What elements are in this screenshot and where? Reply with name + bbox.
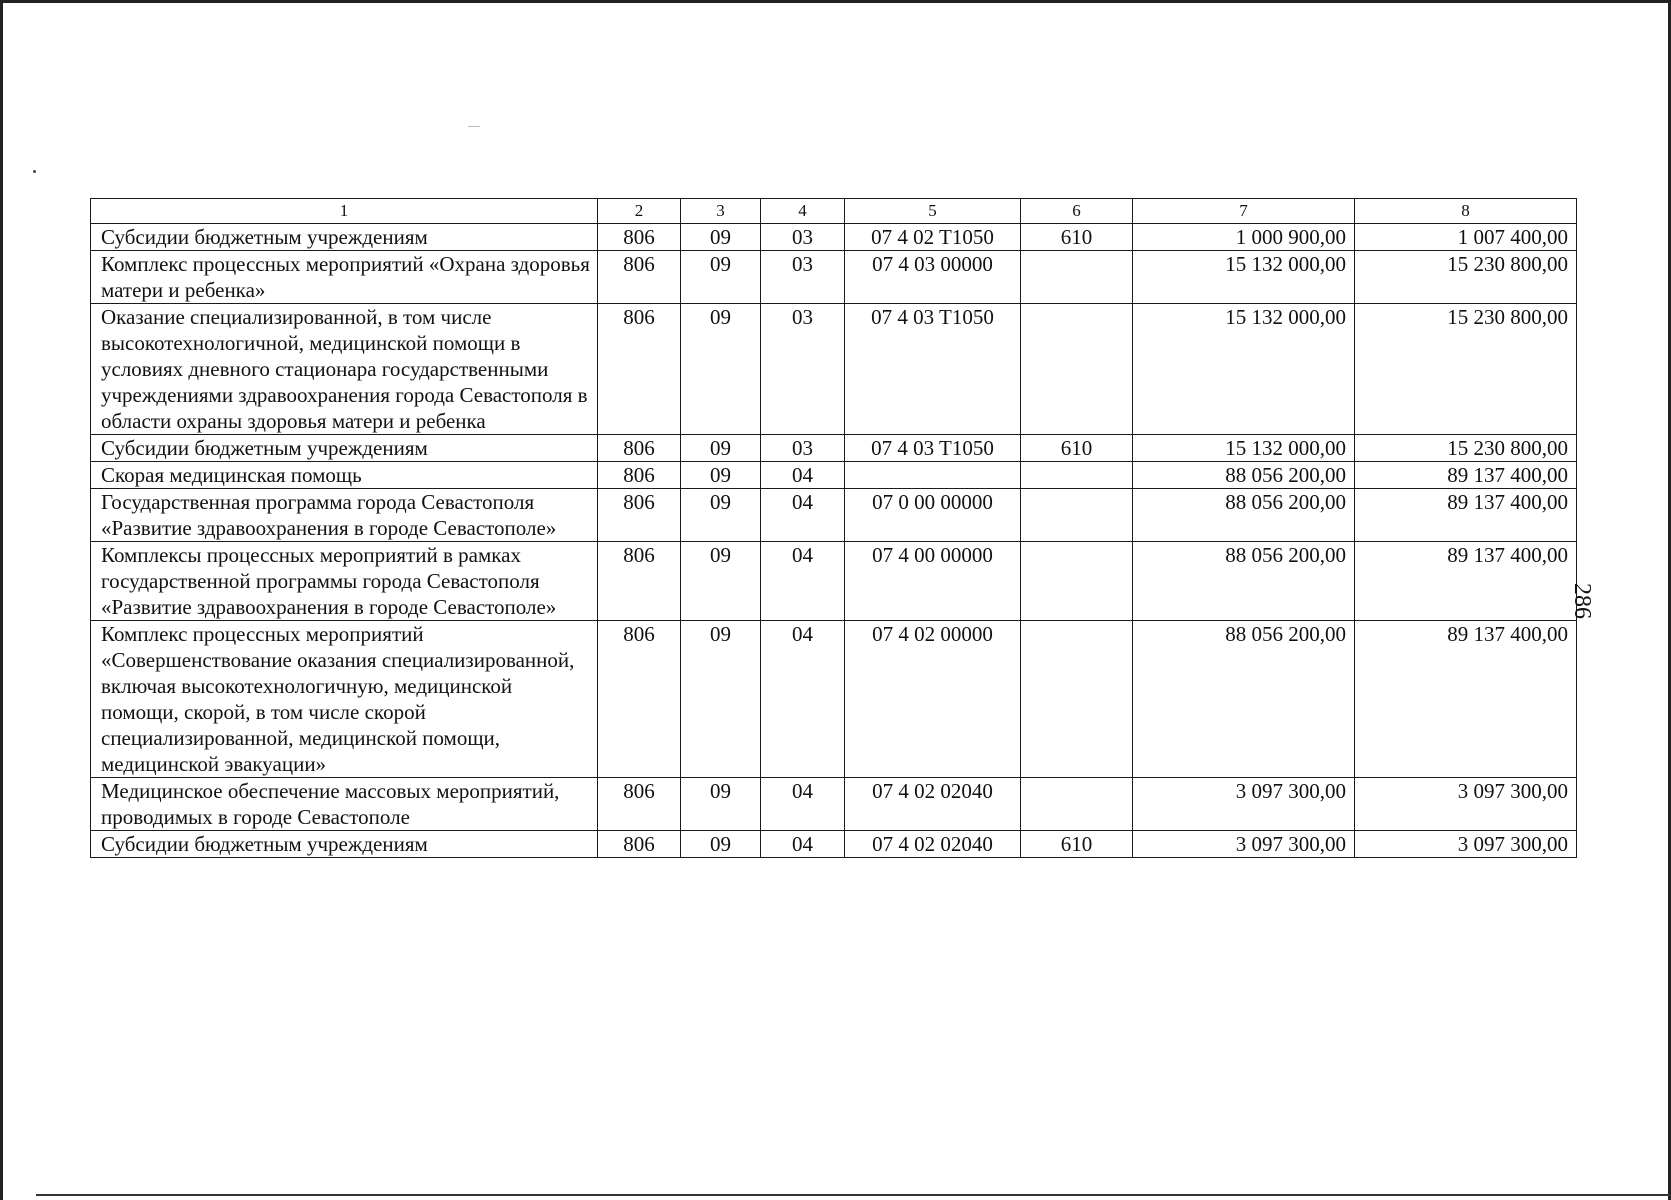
row-name: Субсидии бюджетным учреждениям [91, 224, 598, 251]
cell-amount-col7: 1 000 900,00 [1133, 224, 1355, 251]
row-name: Государственная программа города Севастополя «Развитие здравоохранения в городе Севастополе» [91, 489, 598, 542]
cell-section-code: 09 [681, 778, 761, 831]
cell-ministry-code: 806 [598, 435, 681, 462]
column-number-4: 4 [761, 199, 845, 224]
cell-target-article: 07 4 02 T1050 [845, 224, 1021, 251]
column-number-1: 1 [91, 199, 598, 224]
cell-expense-type [1021, 542, 1133, 621]
cell-amount-col7: 3 097 300,00 [1133, 778, 1355, 831]
column-number-2: 2 [598, 199, 681, 224]
row-name: Комплекс процессных мероприятий «Совершенствование оказания специализированной, включая высокотехнологичную, медицинской помощи, скорой, в том числе скорой специализированной, медицинской помощи, медицинской эвакуации» [91, 621, 598, 778]
row-name: Комплексы процессных мероприятий в рамках государственной программы города Севастополя «Развитие здравоохранения в городе Севастополе» [91, 542, 598, 621]
cell-ministry-code: 806 [598, 831, 681, 858]
cell-target-article: 07 4 03 00000 [845, 251, 1021, 304]
cell-amount-col7: 88 056 200,00 [1133, 542, 1355, 621]
table-row [91, 831, 1577, 858]
cell-amount-col8: 89 137 400,00 [1355, 621, 1577, 778]
table-row [91, 251, 1577, 304]
cell-amount-col8: 3 097 300,00 [1355, 778, 1577, 831]
cell-amount-col8: 15 230 800,00 [1355, 304, 1577, 435]
cell-target-article: 07 4 02 02040 [845, 831, 1021, 858]
cell-target-article: 07 4 03 T1050 [845, 435, 1021, 462]
cell-target-article [845, 462, 1021, 489]
row-name: Скорая медицинская помощь [91, 462, 598, 489]
cell-section-code: 09 [681, 251, 761, 304]
table-row [91, 778, 1577, 831]
cell-amount-col7: 3 097 300,00 [1133, 831, 1355, 858]
budget-table [90, 198, 1577, 858]
cell-amount-col8: 3 097 300,00 [1355, 831, 1577, 858]
cell-section-code: 09 [681, 831, 761, 858]
table-row [91, 435, 1577, 462]
cell-subsection-code: 04 [761, 542, 845, 621]
table-row [91, 462, 1577, 489]
cell-amount-col7: 15 132 000,00 [1133, 435, 1355, 462]
cell-ministry-code: 806 [598, 251, 681, 304]
row-name: Медицинское обеспечение массовых мероприятий, проводимых в городе Севастополе [91, 778, 598, 831]
scan-speck [468, 126, 480, 127]
cell-amount-col8: 89 137 400,00 [1355, 542, 1577, 621]
column-number-6: 6 [1021, 199, 1133, 224]
row-name: Субсидии бюджетным учреждениям [91, 831, 598, 858]
table-row [91, 621, 1577, 778]
cell-amount-col8: 89 137 400,00 [1355, 489, 1577, 542]
cell-expense-type [1021, 778, 1133, 831]
cell-amount-col7: 15 132 000,00 [1133, 304, 1355, 435]
cell-amount-col8: 89 137 400,00 [1355, 462, 1577, 489]
table-row [91, 224, 1577, 251]
table-row [91, 304, 1577, 435]
cell-target-article: 07 0 00 00000 [845, 489, 1021, 542]
cell-section-code: 09 [681, 542, 761, 621]
cell-amount-col7: 88 056 200,00 [1133, 621, 1355, 778]
cell-amount-col8: 15 230 800,00 [1355, 251, 1577, 304]
scan-speck [33, 170, 36, 173]
cell-section-code: 09 [681, 435, 761, 462]
cell-target-article: 07 4 00 00000 [845, 542, 1021, 621]
cell-subsection-code: 03 [761, 251, 845, 304]
cell-expense-type: 610 [1021, 224, 1133, 251]
cell-expense-type [1021, 621, 1133, 778]
cell-subsection-code: 04 [761, 462, 845, 489]
row-name: Комплекс процессных мероприятий «Охрана здоровья матери и ребенка» [91, 251, 598, 304]
cell-subsection-code: 04 [761, 831, 845, 858]
cell-section-code: 09 [681, 462, 761, 489]
page-number: 286 [1569, 583, 1595, 619]
cell-ministry-code: 806 [598, 489, 681, 542]
row-name: Оказание специализированной, в том числе высокотехнологичной, медицинской помощи в условиях дневного стационара государственными учреждениями здравоохранения города Севастополя в области охраны здоровья матери и ребенка [91, 304, 598, 435]
cell-target-article: 07 4 03 T1050 [845, 304, 1021, 435]
cell-subsection-code: 03 [761, 224, 845, 251]
cell-subsection-code: 04 [761, 778, 845, 831]
cell-expense-type: 610 [1021, 831, 1133, 858]
cell-ministry-code: 806 [598, 462, 681, 489]
cell-section-code: 09 [681, 489, 761, 542]
cell-subsection-code: 03 [761, 435, 845, 462]
cell-expense-type [1021, 251, 1133, 304]
cell-ministry-code: 806 [598, 542, 681, 621]
cell-target-article: 07 4 02 02040 [845, 778, 1021, 831]
cell-amount-col8: 15 230 800,00 [1355, 435, 1577, 462]
cell-amount-col7: 88 056 200,00 [1133, 462, 1355, 489]
scan-edge-bottom [36, 1194, 1671, 1196]
cell-subsection-code: 04 [761, 489, 845, 542]
table-header-row [91, 199, 1577, 224]
row-name: Субсидии бюджетным учреждениям [91, 435, 598, 462]
cell-ministry-code: 806 [598, 224, 681, 251]
column-number-5: 5 [845, 199, 1021, 224]
cell-expense-type [1021, 462, 1133, 489]
cell-subsection-code: 03 [761, 304, 845, 435]
column-number-8: 8 [1355, 199, 1577, 224]
table-row [91, 542, 1577, 621]
cell-expense-type [1021, 489, 1133, 542]
cell-expense-type: 610 [1021, 435, 1133, 462]
cell-expense-type [1021, 304, 1133, 435]
cell-target-article: 07 4 02 00000 [845, 621, 1021, 778]
table-row [91, 489, 1577, 542]
cell-ministry-code: 806 [598, 304, 681, 435]
scan-edge-top [0, 0, 1671, 3]
cell-ministry-code: 806 [598, 778, 681, 831]
cell-amount-col8: 1 007 400,00 [1355, 224, 1577, 251]
cell-ministry-code: 806 [598, 621, 681, 778]
cell-section-code: 09 [681, 224, 761, 251]
cell-subsection-code: 04 [761, 621, 845, 778]
column-number-7: 7 [1133, 199, 1355, 224]
cell-amount-col7: 88 056 200,00 [1133, 489, 1355, 542]
cell-section-code: 09 [681, 621, 761, 778]
column-number-3: 3 [681, 199, 761, 224]
cell-amount-col7: 15 132 000,00 [1133, 251, 1355, 304]
cell-section-code: 09 [681, 304, 761, 435]
scan-edge-left [0, 0, 3, 1200]
